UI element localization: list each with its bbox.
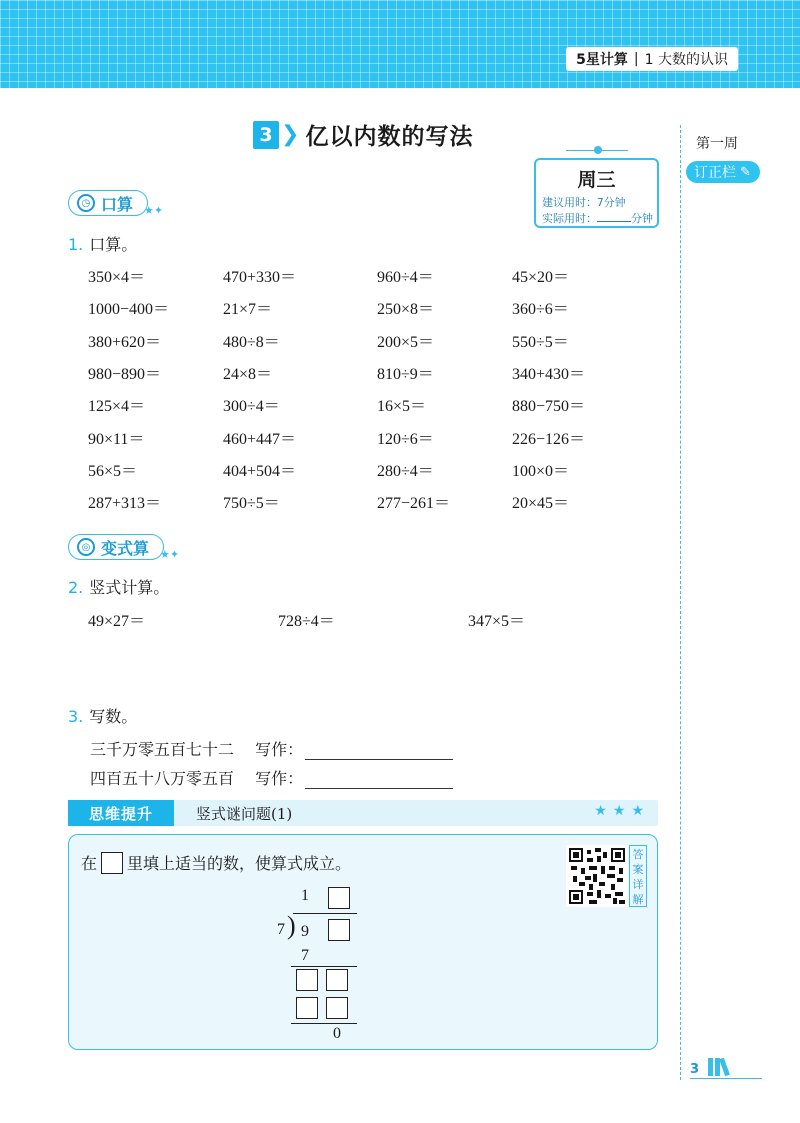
question-1-text: 口算。 <box>89 235 138 254</box>
blank-box[interactable] <box>296 997 318 1019</box>
oral-calc-item[interactable]: 380+620＝ <box>88 333 162 351</box>
section-variant-label: 变式算 <box>101 538 150 558</box>
question-3-text: 写数。 <box>89 707 138 726</box>
oral-calc-item[interactable]: 45×20＝ <box>512 269 570 286</box>
oral-calc-item[interactable]: 21×7＝ <box>223 301 273 319</box>
star-icon: ★✦ <box>144 203 164 217</box>
oral-calc-item[interactable]: 340+430＝ <box>512 365 586 383</box>
write-number-row <box>90 737 453 760</box>
oral-calc-item[interactable]: 250×8＝ <box>377 301 435 319</box>
oral-calc-item[interactable]: 90×11＝ <box>88 430 145 448</box>
question-1-title <box>68 232 137 255</box>
vertical-calc-item[interactable]: 49×27＝ <box>88 613 146 630</box>
footer-rule <box>690 1078 762 1079</box>
thinking-bar <box>68 800 658 826</box>
chevron-right-icon: ❯ <box>281 122 300 147</box>
subtract-line <box>291 1023 357 1024</box>
chinese-number-text: 三千万零五百七十二 <box>90 740 235 759</box>
remainder: 0 <box>333 1025 341 1042</box>
oral-calc-item[interactable]: 750÷5＝ <box>223 495 280 513</box>
division-bar <box>293 913 357 914</box>
oral-calc-item[interactable]: 280÷4＝ <box>377 462 434 480</box>
division-bracket: ) <box>287 911 296 940</box>
thinking-title: 竖式谜问题(1) <box>196 805 293 823</box>
lesson-title <box>253 118 473 151</box>
section-oral-pill <box>68 190 148 216</box>
puzzle-prompt <box>81 851 351 874</box>
series-separator: | <box>633 51 639 67</box>
oral-calc-item[interactable]: 360÷6＝ <box>512 301 569 319</box>
lesson-title-text: 亿以内数的写法 <box>305 124 474 150</box>
actual-time-prefix: 实际用时： <box>542 212 597 225</box>
subtract-line <box>291 966 357 967</box>
oral-calc-item[interactable]: 277−261＝ <box>377 495 451 513</box>
day-label: 周三 <box>577 169 616 191</box>
header-band <box>0 0 800 88</box>
stopwatch-icon: ◷ <box>77 194 95 212</box>
oral-calc-item[interactable]: 470+330＝ <box>223 269 297 286</box>
divisor: 7 <box>277 921 285 938</box>
write-number-row <box>90 766 453 789</box>
unit-name: 1 大数的认识 <box>644 52 728 68</box>
blank-box[interactable] <box>328 887 350 909</box>
chinese-number-text: 四百五十八万零五百 <box>90 769 235 788</box>
prompt-before: 在 <box>81 854 98 873</box>
oral-calc-item[interactable]: 226−126＝ <box>512 430 586 448</box>
write-label: 写作： <box>255 769 304 788</box>
oral-calc-item[interactable]: 404+504＝ <box>223 462 297 480</box>
correction-column-tag <box>686 161 760 183</box>
oral-calc-item[interactable]: 1000−400＝ <box>88 301 170 319</box>
question-3-title <box>68 704 137 727</box>
oral-calc-item[interactable]: 20×45＝ <box>512 495 570 513</box>
question-2-title <box>68 575 169 598</box>
target-icon: ◎ <box>77 538 95 556</box>
question-2-number: 2. <box>68 578 84 597</box>
section-oral <box>68 188 163 218</box>
oral-calc-item[interactable]: 120÷6＝ <box>377 430 434 448</box>
puzzle-box <box>68 834 658 1050</box>
blank-box[interactable] <box>328 919 350 941</box>
oral-calc-item[interactable]: 16×5＝ <box>377 398 427 416</box>
books-icon <box>708 1058 727 1076</box>
difficulty-stars: ★★★ <box>594 803 650 819</box>
blank-box[interactable] <box>326 997 348 1019</box>
quotient-digit: 1 <box>301 887 309 904</box>
blank-box[interactable] <box>326 969 348 991</box>
lesson-number: 3 <box>253 121 279 149</box>
star-icon: ★✦ <box>160 547 180 561</box>
oral-calc-item[interactable]: 300÷4＝ <box>223 398 280 416</box>
prompt-after: 里填上适当的数，使算式成立。 <box>127 854 352 873</box>
margin-divider <box>680 125 681 1080</box>
oral-calc-item[interactable]: 960÷4＝ <box>377 269 434 286</box>
first-product: 7 <box>301 947 309 964</box>
dividend-digit: 9 <box>301 923 309 940</box>
question-3-number: 3. <box>68 707 84 726</box>
oral-calc-item[interactable]: 460+447＝ <box>223 430 297 448</box>
pencil-icon: ✎ <box>740 164 751 180</box>
page-number: 3 <box>690 1062 700 1077</box>
answer-blank[interactable] <box>305 742 453 760</box>
series-name: 5星计算 <box>576 52 628 68</box>
suggested-time: 建议用时：7分钟 <box>542 196 626 209</box>
oral-calc-item[interactable]: 810÷9＝ <box>377 365 434 383</box>
oral-calc-item[interactable]: 24×8＝ <box>223 365 273 383</box>
oral-calc-item[interactable]: 980−890＝ <box>88 365 162 383</box>
oral-calc-item[interactable]: 200×5＝ <box>377 333 435 351</box>
oral-calc-item[interactable]: 550÷5＝ <box>512 333 569 351</box>
oral-calc-item[interactable]: 880−750＝ <box>512 398 586 416</box>
box-icon <box>101 852 123 874</box>
qr-code-icon <box>569 848 625 904</box>
oral-calc-item[interactable]: 125×4＝ <box>88 398 146 416</box>
vertical-calc-item[interactable]: 728÷4＝ <box>278 613 335 630</box>
oral-calc-item[interactable]: 287+313＝ <box>88 495 162 513</box>
pin-icon <box>594 146 602 154</box>
series-tag <box>566 47 738 71</box>
vertical-calc-item[interactable]: 347×5＝ <box>468 613 526 630</box>
actual-time <box>542 210 657 226</box>
day-card <box>534 158 659 228</box>
oral-calc-item[interactable]: 56×5＝ <box>88 462 138 480</box>
correction-label: 订正栏 <box>694 165 736 181</box>
qr-code[interactable] <box>566 845 628 907</box>
question-1-number: 1. <box>68 235 84 254</box>
oral-calc-item[interactable]: 100×0＝ <box>512 462 570 480</box>
blank-box[interactable] <box>296 969 318 991</box>
question-2-text: 竖式计算。 <box>89 578 170 597</box>
thinking-tag: 思维提升 <box>68 800 174 826</box>
qr-label: 答案详解 <box>629 845 647 907</box>
write-label: 写作： <box>255 740 304 759</box>
answer-blank[interactable] <box>305 771 453 789</box>
oral-calc-item[interactable]: 480÷8＝ <box>223 333 280 351</box>
section-oral-label: 口算 <box>101 194 134 214</box>
section-variant <box>68 532 179 562</box>
section-variant-pill <box>68 534 164 560</box>
actual-time-suffix: 分钟 <box>631 212 653 225</box>
actual-time-blank[interactable] <box>597 221 631 222</box>
week-label: 第一周 <box>696 136 738 152</box>
oral-calc-item[interactable]: 350×4＝ <box>88 269 146 286</box>
